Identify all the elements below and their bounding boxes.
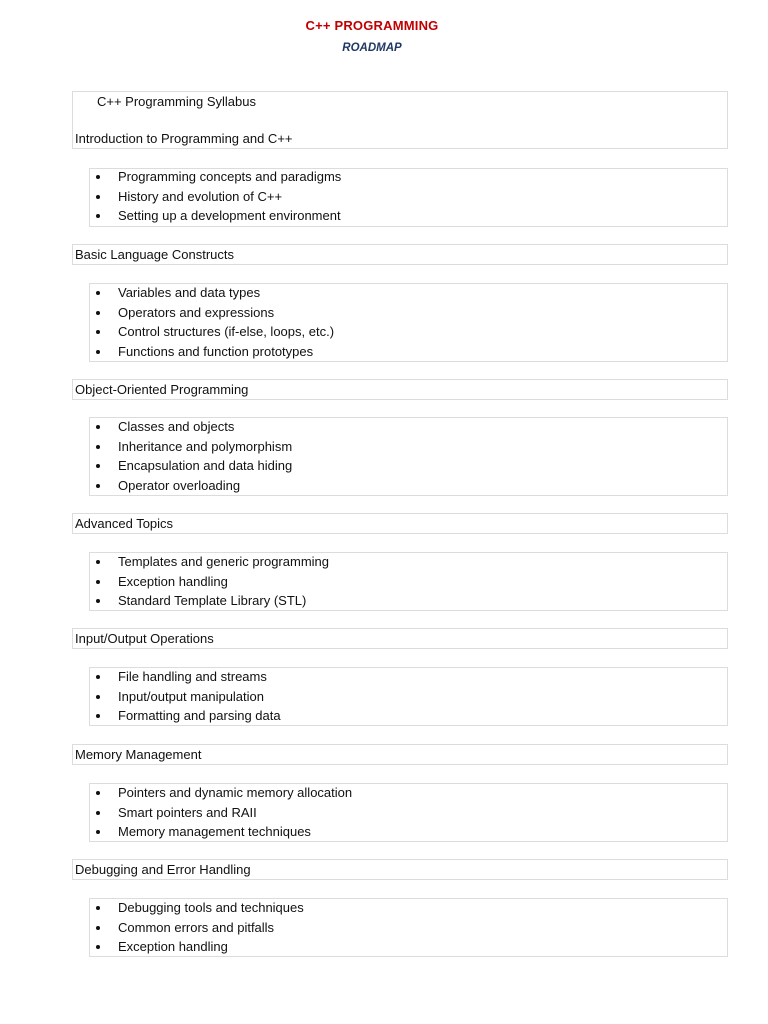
list-item: Control structures (if-else, loops, etc.): [92, 322, 334, 342]
list-item: Memory management techniques: [92, 822, 352, 842]
bullet-icon: [96, 926, 100, 930]
bullet-icon: [96, 906, 100, 910]
list-item: Debugging tools and techniques: [92, 898, 304, 918]
section-list-introduction: [92, 167, 341, 226]
bullet-icon: [96, 714, 100, 718]
list-item: Setting up a development environment: [92, 206, 341, 226]
list-item: Smart pointers and RAII: [92, 803, 352, 823]
bullet-icon: [96, 291, 100, 295]
bullet-icon: [96, 791, 100, 795]
section-heading-debugging: Debugging and Error Handling: [75, 862, 251, 877]
section-heading-io: Input/Output Operations: [75, 631, 214, 646]
section-list-oop: [92, 417, 292, 495]
list-item: History and evolution of C++: [92, 187, 341, 207]
list-item: File handling and streams: [92, 667, 281, 687]
section-heading-basics: Basic Language Constructs: [75, 247, 234, 262]
bullet-icon: [96, 484, 100, 488]
section-list-io: [92, 667, 281, 726]
bullet-icon: [96, 195, 100, 199]
bullet-icon: [96, 945, 100, 949]
list-item: Functions and function prototypes: [92, 342, 334, 362]
syllabus-title: C++ Programming Syllabus: [97, 94, 256, 109]
list-item: Operator overloading: [92, 476, 292, 496]
section-list-memory: [92, 783, 352, 842]
list-item: Standard Template Library (STL): [92, 591, 329, 611]
section-list-debugging: [92, 898, 304, 957]
list-item: Programming concepts and paradigms: [92, 167, 341, 187]
list-item: Templates and generic programming: [92, 552, 329, 572]
bullet-icon: [96, 175, 100, 179]
list-item: Variables and data types: [92, 283, 334, 303]
bullet-icon: [96, 464, 100, 468]
bullet-icon: [96, 350, 100, 354]
list-item: Inheritance and polymorphism: [92, 437, 292, 457]
bullet-icon: [96, 425, 100, 429]
list-item: Pointers and dynamic memory allocation: [92, 783, 352, 803]
bullet-icon: [96, 560, 100, 564]
bullet-icon: [96, 811, 100, 815]
list-item: Encapsulation and data hiding: [92, 456, 292, 476]
document-subtitle: ROADMAP: [342, 42, 402, 54]
list-item: Input/output manipulation: [92, 687, 281, 707]
bullet-icon: [96, 830, 100, 834]
bullet-icon: [96, 330, 100, 334]
document-title: C++ PROGRAMMING: [305, 18, 439, 33]
list-item: Formatting and parsing data: [92, 706, 281, 726]
list-item: Exception handling: [92, 572, 329, 592]
bullet-icon: [96, 675, 100, 679]
bullet-icon: [96, 599, 100, 603]
bullet-icon: [96, 214, 100, 218]
section-list-advanced: [92, 552, 329, 611]
section-heading-oop: Object-Oriented Programming: [75, 382, 249, 397]
section-heading-advanced: Advanced Topics: [75, 516, 174, 531]
bullet-icon: [96, 311, 100, 315]
section-heading-memory: Memory Management: [75, 747, 202, 762]
list-item: Classes and objects: [92, 417, 292, 437]
list-item: Common errors and pitfalls: [92, 918, 304, 938]
bullet-icon: [96, 445, 100, 449]
list-item: Exception handling: [92, 937, 304, 957]
section-heading-introduction: Introduction to Programming and C++: [75, 131, 293, 146]
bullet-icon: [96, 695, 100, 699]
bullet-icon: [96, 580, 100, 584]
list-item: Operators and expressions: [92, 303, 334, 323]
section-list-basics: [92, 283, 334, 361]
